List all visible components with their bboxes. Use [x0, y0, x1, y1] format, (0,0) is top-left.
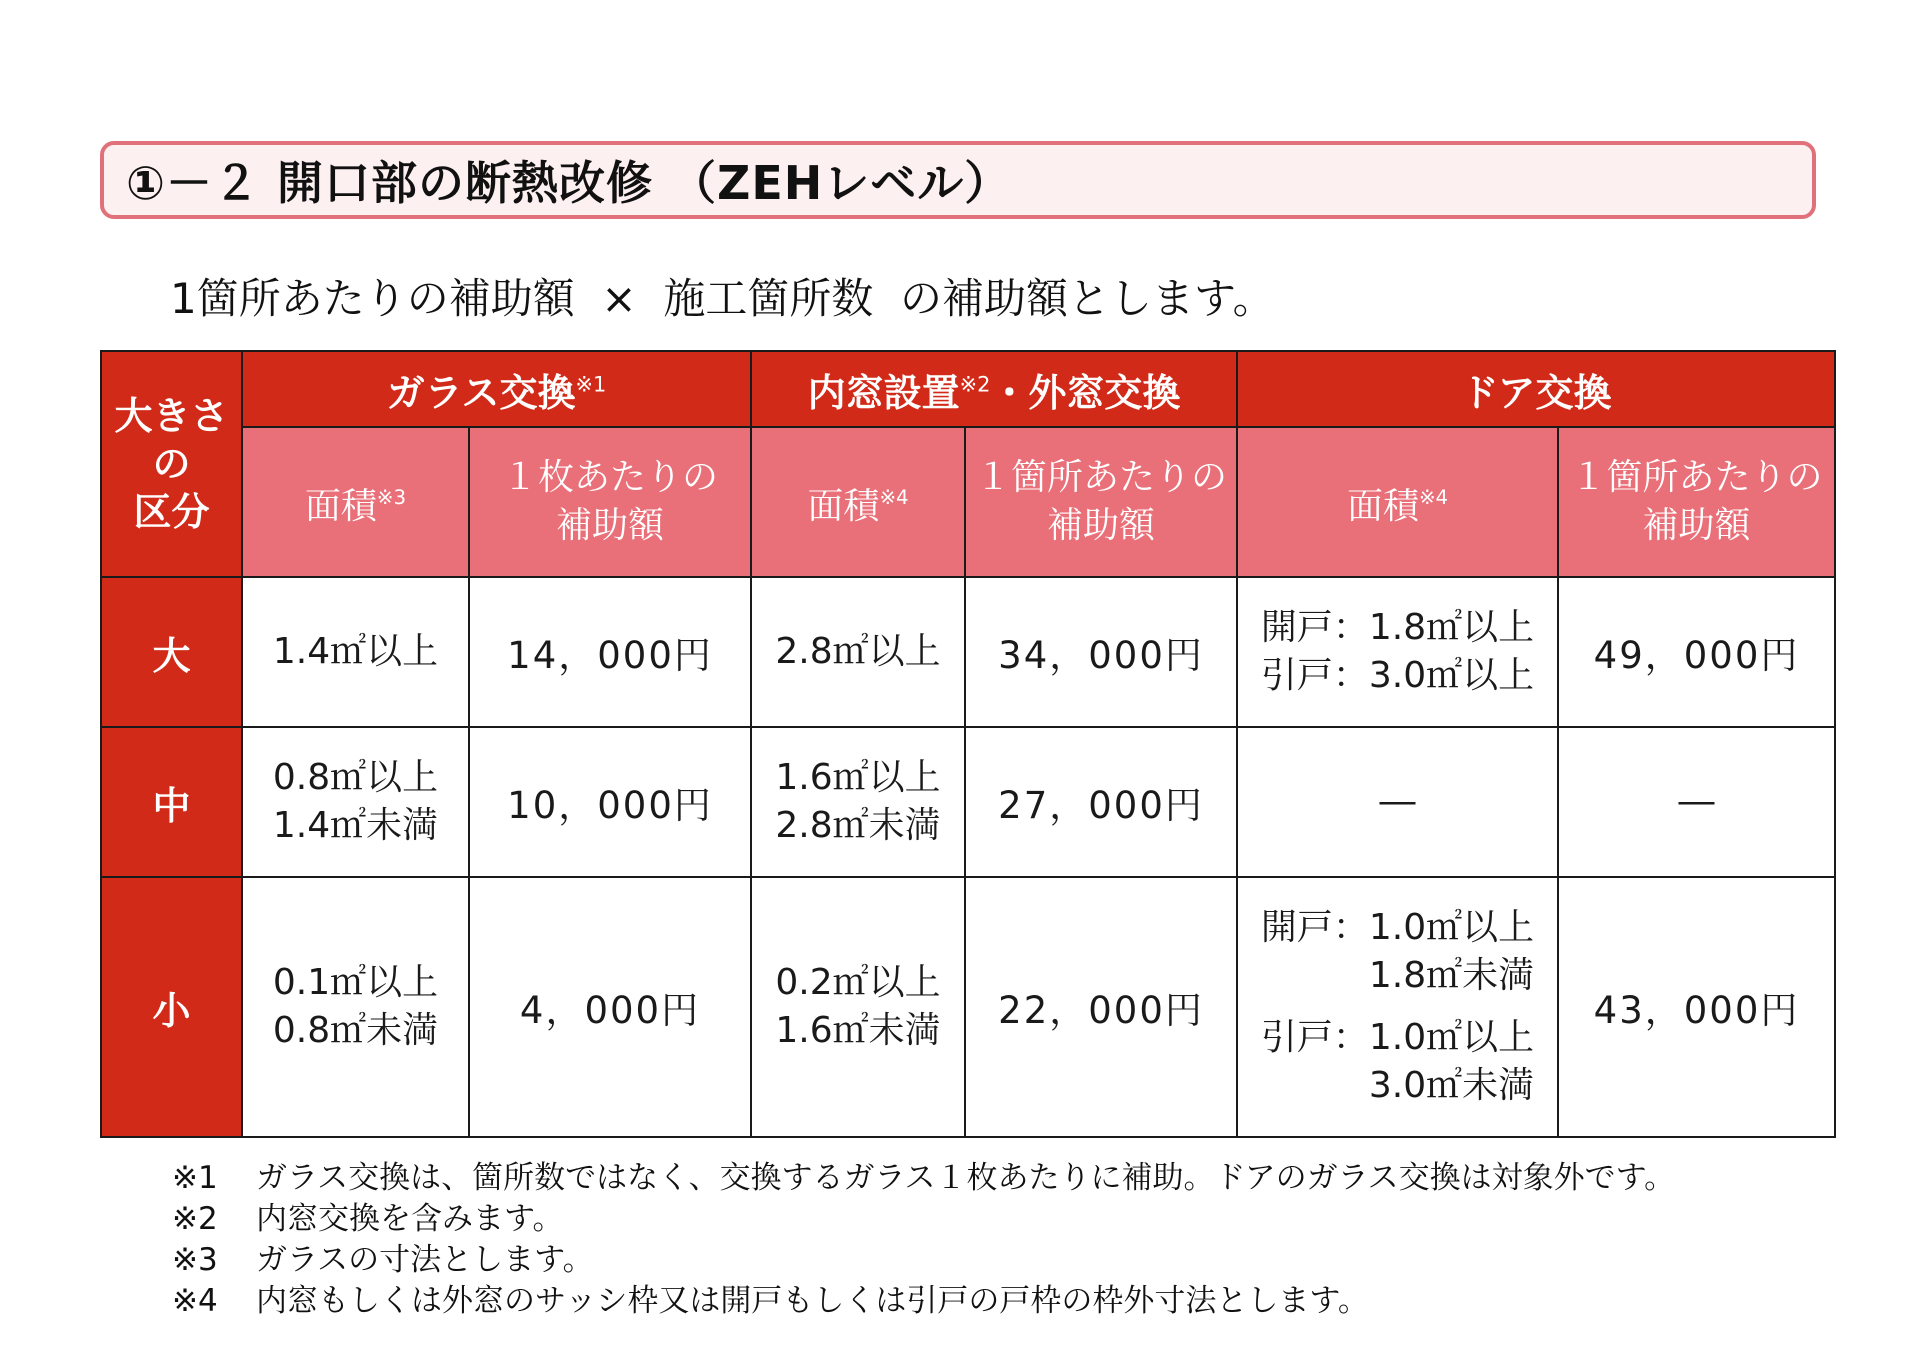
subsidy-table: [100, 350, 1836, 1138]
footnote: [172, 1158, 1675, 1199]
door-area-cell: [1237, 877, 1558, 1137]
subheader-line: 補助額: [1642, 505, 1751, 546]
group-header-door: [1237, 351, 1835, 427]
size-label-small: 小: [101, 877, 242, 1137]
area-value: 1.4㎡以上: [272, 631, 439, 672]
group-label: ガラス交換: [386, 370, 576, 415]
window-area-cell: [751, 577, 965, 727]
footnote-mark: ※3: [172, 1242, 218, 1278]
footnote-mark: ※1: [172, 1160, 218, 1196]
footnote-text: ガラスの寸法とします。: [256, 1242, 594, 1278]
area-value: 0.8㎡以上: [272, 757, 439, 798]
subheader-line: １箇所あたりの: [975, 457, 1228, 498]
note-ref: ※4: [1418, 485, 1449, 509]
area-label: 面積: [807, 485, 880, 527]
door-area-lines: [1261, 904, 1534, 1110]
area-value: 1.4㎡未満: [272, 805, 439, 846]
size-category-header: [101, 351, 242, 577]
area-value: 2.8㎡未満: [775, 805, 941, 846]
subsidy-formula: 1箇所あたりの補助額 × 施工箇所数 の補助額とします。: [170, 274, 1275, 323]
footnote-text: 内窓もしくは外窓のサッシ枠又は開戸もしくは引戸の戸枠の枠外寸法とします。: [256, 1283, 1369, 1319]
glass-area-cell: [242, 877, 469, 1137]
note-ref: ※2: [959, 371, 991, 396]
table-row: [101, 877, 1835, 1137]
area-value: 1.6㎡以上: [775, 757, 941, 798]
window-amount-cell: 22，000円: [965, 877, 1237, 1137]
subheader-line: 補助額: [556, 505, 665, 546]
footnote: [172, 1199, 1675, 1240]
size-label-large: 大: [101, 577, 242, 727]
size-header-line: の: [152, 442, 191, 486]
subheader-line: １枚あたりの: [502, 457, 719, 498]
window-area-cell: [751, 727, 965, 877]
note-ref: ※1: [575, 371, 607, 396]
window-amount-cell: 27，000円: [965, 727, 1237, 877]
glass-amount-cell: 4，000円: [469, 877, 751, 1137]
size-label-medium: 中: [101, 727, 242, 877]
area-value: 0.2㎡以上: [775, 962, 941, 1003]
door-area-lines: [1261, 604, 1534, 700]
note-ref: ※3: [376, 485, 407, 509]
table-row: [101, 577, 1835, 727]
door-area-cell: ―: [1237, 727, 1558, 877]
door-area-line: 開戸：1.0㎡以上: [1260, 907, 1535, 948]
glass-amount-cell: 10，000円: [469, 727, 751, 877]
subheader-window-amount: [965, 427, 1237, 577]
area-value: 1.6㎡未満: [775, 1010, 941, 1051]
door-area-line: 1.8㎡未満: [1368, 955, 1535, 996]
area-label: 面積: [304, 485, 377, 527]
group-header-glass: [242, 351, 751, 427]
window-area-cell: [751, 877, 965, 1137]
subheader-glass-amount: [469, 427, 751, 577]
group-label-suffix: ・外窓交換: [990, 370, 1181, 415]
glass-area-cell: [242, 727, 469, 877]
footnote: [172, 1281, 1675, 1322]
door-area-line: 引戸：3.0㎡以上: [1260, 655, 1535, 696]
group-label: ドア交換: [1460, 370, 1612, 415]
section-title: [100, 141, 1816, 219]
footnote-mark: ※2: [172, 1201, 218, 1237]
door-amount-cell: 43，000円: [1558, 877, 1835, 1137]
size-header-line: 大きさ: [114, 394, 229, 438]
group-header-window: [751, 351, 1237, 427]
subheader-line: 補助額: [1047, 505, 1156, 546]
subheader-line: １箇所あたりの: [1570, 457, 1823, 498]
footnote-text: 内窓交換を含みます。: [256, 1201, 564, 1237]
door-area-cell: [1237, 577, 1558, 727]
area-value: 2.8㎡以上: [775, 631, 941, 672]
glass-amount-cell: 14，000円: [469, 577, 751, 727]
glass-area-cell: [242, 577, 469, 727]
door-area-line: 引戸：1.0㎡以上: [1260, 1017, 1535, 1058]
group-label: 内窓設置: [807, 370, 960, 415]
section-title-text: ①－２ 開口部の断熱改修 （ZEHレベル）: [126, 156, 1012, 210]
door-amount-cell: ―: [1558, 727, 1835, 877]
table-row: [101, 727, 1835, 877]
footnotes: [172, 1158, 1675, 1322]
footnote: [172, 1240, 1675, 1281]
area-value: 0.8㎡未満: [272, 1010, 439, 1051]
area-label: 面積: [1346, 485, 1419, 527]
subheader-glass-area: [242, 427, 469, 577]
door-area-line: 3.0㎡未満: [1368, 1065, 1535, 1106]
footnote-mark: ※4: [172, 1283, 218, 1319]
door-amount-cell: 49，000円: [1558, 577, 1835, 727]
area-value: 0.1㎡以上: [272, 962, 439, 1003]
subheader-door-area: [1237, 427, 1558, 577]
size-header-line: 区分: [133, 490, 210, 534]
door-area-line: 開戸：1.8㎡以上: [1260, 607, 1535, 648]
subheader-door-amount: [1558, 427, 1835, 577]
subheader-window-area: [751, 427, 965, 577]
window-amount-cell: 34，000円: [965, 577, 1237, 727]
note-ref: ※4: [879, 485, 909, 509]
footnote-text: ガラス交換は、箇所数ではなく、交換するガラス１枚あたりに補助。ドアのガラス交換は対象外です。: [256, 1160, 1676, 1196]
